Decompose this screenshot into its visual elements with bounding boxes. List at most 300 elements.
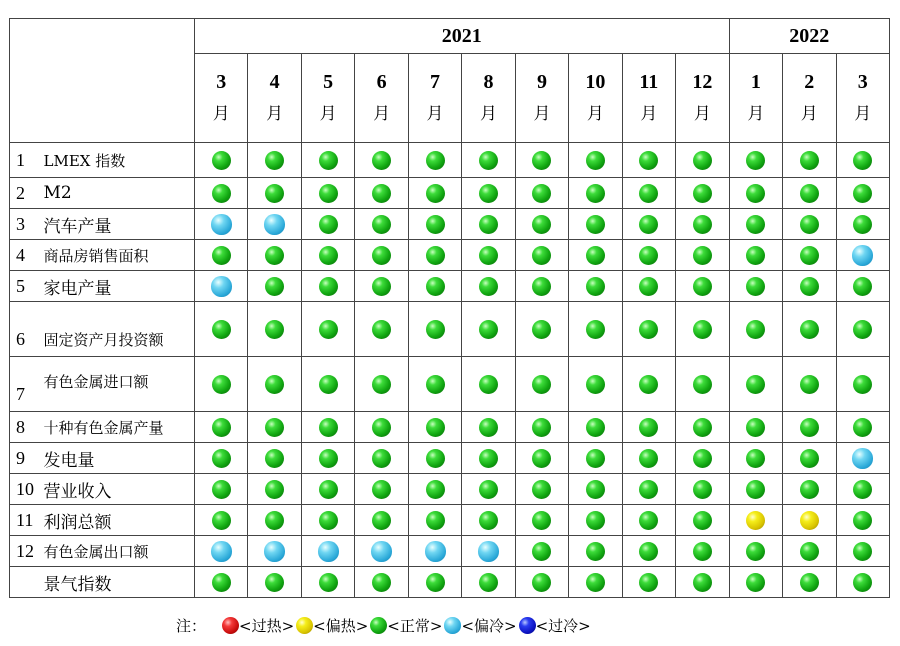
status-green-ball bbox=[479, 449, 498, 468]
status-cell bbox=[676, 357, 730, 412]
status-green-ball bbox=[586, 480, 605, 499]
indicator-row bbox=[10, 536, 890, 567]
month-unit: 月 bbox=[266, 104, 284, 124]
month-unit: 月 bbox=[800, 104, 818, 124]
month-unit: 月 bbox=[586, 104, 604, 124]
status-green-ball bbox=[479, 480, 498, 499]
legend bbox=[176, 613, 593, 637]
status-green-ball bbox=[319, 418, 338, 437]
status-green-ball bbox=[693, 215, 712, 234]
status-green-ball bbox=[586, 184, 605, 203]
status-cell bbox=[301, 271, 354, 302]
status-cell bbox=[836, 357, 889, 412]
status-cell bbox=[195, 474, 248, 505]
status-cell bbox=[676, 178, 730, 209]
status-cell bbox=[622, 302, 675, 357]
month-unit: 月 bbox=[212, 104, 230, 124]
status-cell bbox=[783, 357, 836, 412]
status-green-ball bbox=[319, 573, 338, 592]
status-green-ball bbox=[212, 246, 231, 265]
indicator-row bbox=[10, 271, 890, 302]
month-unit: 月 bbox=[426, 104, 444, 124]
status-green-ball bbox=[372, 511, 391, 530]
year-header-2021: 2021 bbox=[195, 19, 730, 54]
status-cell bbox=[408, 443, 461, 474]
row-index: 9 bbox=[10, 443, 42, 474]
status-cell bbox=[569, 567, 622, 598]
status-cell bbox=[569, 505, 622, 536]
status-cell bbox=[622, 474, 675, 505]
status-green-ball bbox=[212, 184, 231, 203]
status-cell bbox=[408, 271, 461, 302]
status-green-ball bbox=[586, 320, 605, 339]
status-green-ball bbox=[319, 320, 338, 339]
status-green-ball bbox=[319, 215, 338, 234]
status-green-ball bbox=[746, 184, 765, 203]
legend-label: <过冷> bbox=[535, 616, 591, 635]
status-cell bbox=[248, 209, 301, 240]
status-lightblue-ball bbox=[318, 541, 339, 562]
status-cell bbox=[195, 357, 248, 412]
status-green-ball bbox=[639, 151, 658, 170]
indicator-name: 有色金属出口额 bbox=[42, 536, 195, 567]
status-cell bbox=[301, 240, 354, 271]
month-header bbox=[783, 54, 836, 143]
status-cell bbox=[355, 271, 408, 302]
status-cell bbox=[729, 505, 782, 536]
status-cell bbox=[676, 412, 730, 443]
status-cell bbox=[515, 209, 568, 240]
month-unit: 月 bbox=[479, 104, 497, 124]
status-green-ball bbox=[319, 375, 338, 394]
status-green-ball bbox=[586, 449, 605, 468]
month-header bbox=[195, 54, 248, 143]
status-green-ball bbox=[532, 320, 551, 339]
status-green-ball bbox=[319, 184, 338, 203]
status-green-ball bbox=[212, 511, 231, 530]
status-green-ball bbox=[265, 449, 284, 468]
status-green-ball bbox=[639, 215, 658, 234]
status-green-ball bbox=[532, 375, 551, 394]
status-cell bbox=[462, 412, 515, 443]
row-index: 5 bbox=[10, 271, 42, 302]
status-green-ball bbox=[372, 277, 391, 296]
status-cell bbox=[783, 474, 836, 505]
status-cell bbox=[515, 178, 568, 209]
status-green-ball bbox=[265, 320, 284, 339]
status-cell bbox=[195, 505, 248, 536]
status-green-ball bbox=[853, 418, 872, 437]
status-lightblue-ball bbox=[425, 541, 446, 562]
status-green-ball bbox=[265, 277, 284, 296]
year-header-row bbox=[10, 19, 890, 54]
status-cell bbox=[248, 178, 301, 209]
status-cell bbox=[836, 505, 889, 536]
status-cell bbox=[676, 209, 730, 240]
status-green-ball bbox=[800, 151, 819, 170]
row-index bbox=[10, 567, 42, 598]
status-lightblue-ball bbox=[211, 541, 232, 562]
status-cell bbox=[301, 474, 354, 505]
status-cell bbox=[622, 412, 675, 443]
status-cell bbox=[836, 443, 889, 474]
status-cell bbox=[462, 178, 515, 209]
status-cell bbox=[836, 143, 889, 178]
status-cell bbox=[836, 474, 889, 505]
indicator-name: 固定资产月投资额 bbox=[42, 302, 195, 357]
legend-yellow-ball bbox=[296, 617, 313, 634]
status-cell bbox=[355, 240, 408, 271]
status-green-ball bbox=[372, 449, 391, 468]
status-green-ball bbox=[746, 418, 765, 437]
status-green-ball bbox=[479, 246, 498, 265]
status-cell bbox=[622, 178, 675, 209]
status-green-ball bbox=[212, 418, 231, 437]
row-index: 12 bbox=[10, 536, 42, 567]
status-green-ball bbox=[639, 418, 658, 437]
status-cell bbox=[301, 209, 354, 240]
month-number: 11 bbox=[639, 71, 659, 93]
month-header bbox=[569, 54, 622, 143]
month-number: 3 bbox=[857, 71, 868, 93]
status-cell bbox=[408, 209, 461, 240]
status-cell bbox=[408, 143, 461, 178]
status-green-ball bbox=[639, 320, 658, 339]
status-cell bbox=[783, 209, 836, 240]
status-cell bbox=[515, 143, 568, 178]
status-green-ball bbox=[319, 480, 338, 499]
status-green-ball bbox=[426, 320, 445, 339]
status-cell bbox=[783, 143, 836, 178]
status-green-ball bbox=[693, 184, 712, 203]
month-unit: 月 bbox=[854, 104, 872, 124]
status-cell bbox=[462, 271, 515, 302]
status-cell bbox=[248, 412, 301, 443]
status-cell bbox=[729, 536, 782, 567]
status-cell bbox=[355, 302, 408, 357]
status-cell bbox=[195, 443, 248, 474]
status-green-ball bbox=[853, 573, 872, 592]
status-green-ball bbox=[746, 151, 765, 170]
status-green-ball bbox=[853, 151, 872, 170]
status-cell bbox=[622, 143, 675, 178]
status-cell bbox=[515, 567, 568, 598]
status-cell bbox=[836, 302, 889, 357]
status-cell bbox=[729, 474, 782, 505]
status-green-ball bbox=[479, 215, 498, 234]
status-cell bbox=[515, 302, 568, 357]
status-cell bbox=[676, 143, 730, 178]
status-green-ball bbox=[479, 511, 498, 530]
status-green-ball bbox=[586, 573, 605, 592]
status-cell bbox=[248, 474, 301, 505]
status-lightblue-ball bbox=[371, 541, 392, 562]
status-cell bbox=[355, 412, 408, 443]
status-green-ball bbox=[532, 151, 551, 170]
status-cell bbox=[195, 178, 248, 209]
status-cell bbox=[783, 412, 836, 443]
month-number: 10 bbox=[585, 71, 606, 93]
status-lightblue-ball bbox=[211, 276, 232, 297]
indicator-row bbox=[10, 209, 890, 240]
status-cell bbox=[836, 536, 889, 567]
row-index: 11 bbox=[10, 505, 42, 536]
status-green-ball bbox=[426, 418, 445, 437]
status-green-ball bbox=[586, 246, 605, 265]
status-green-ball bbox=[372, 246, 391, 265]
row-index: 2 bbox=[10, 178, 42, 209]
row-index: 1 bbox=[10, 143, 42, 178]
indicator-row bbox=[10, 443, 890, 474]
status-green-ball bbox=[746, 375, 765, 394]
status-cell bbox=[783, 271, 836, 302]
status-green-ball bbox=[319, 449, 338, 468]
status-cell bbox=[195, 271, 248, 302]
status-green-ball bbox=[532, 184, 551, 203]
status-green-ball bbox=[693, 573, 712, 592]
status-cell bbox=[462, 474, 515, 505]
status-green-ball bbox=[479, 277, 498, 296]
status-green-ball bbox=[372, 480, 391, 499]
indicator-name: 利润总额 bbox=[42, 505, 195, 536]
status-green-ball bbox=[693, 320, 712, 339]
month-number: 1 bbox=[750, 71, 761, 93]
status-cell bbox=[569, 143, 622, 178]
status-green-ball bbox=[479, 320, 498, 339]
month-unit: 月 bbox=[693, 104, 711, 124]
status-cell bbox=[569, 302, 622, 357]
status-green-ball bbox=[853, 542, 872, 561]
month-unit: 月 bbox=[640, 104, 658, 124]
status-green-ball bbox=[265, 511, 284, 530]
status-green-ball bbox=[265, 184, 284, 203]
status-cell bbox=[462, 143, 515, 178]
status-cell bbox=[462, 357, 515, 412]
status-green-ball bbox=[800, 375, 819, 394]
status-cell bbox=[622, 357, 675, 412]
status-green-ball bbox=[532, 449, 551, 468]
status-cell bbox=[248, 536, 301, 567]
indicator-row bbox=[10, 567, 890, 598]
month-number: 8 bbox=[483, 71, 494, 93]
status-green-ball bbox=[532, 511, 551, 530]
month-number: 3 bbox=[216, 71, 227, 93]
status-green-ball bbox=[586, 151, 605, 170]
status-green-ball bbox=[800, 418, 819, 437]
status-cell bbox=[622, 209, 675, 240]
status-cell bbox=[676, 567, 730, 598]
indicator-row bbox=[10, 178, 890, 209]
status-green-ball bbox=[639, 375, 658, 394]
status-green-ball bbox=[372, 320, 391, 339]
status-green-ball bbox=[265, 375, 284, 394]
status-green-ball bbox=[479, 418, 498, 437]
status-cell bbox=[515, 536, 568, 567]
legend-label: <偏热> bbox=[313, 616, 369, 635]
status-green-ball bbox=[532, 542, 551, 561]
status-cell bbox=[515, 443, 568, 474]
legend-label: <正常> bbox=[387, 616, 443, 635]
indicator-name: 发电量 bbox=[42, 443, 195, 474]
status-cell bbox=[355, 443, 408, 474]
status-green-ball bbox=[693, 375, 712, 394]
status-green-ball bbox=[586, 375, 605, 394]
status-green-ball bbox=[586, 511, 605, 530]
status-cell bbox=[569, 536, 622, 567]
status-green-ball bbox=[372, 573, 391, 592]
legend-note: 注： bbox=[176, 616, 207, 635]
status-lightblue-ball bbox=[478, 541, 499, 562]
status-cell bbox=[676, 271, 730, 302]
status-cell bbox=[622, 443, 675, 474]
status-cell bbox=[248, 143, 301, 178]
indicator-name: 营业收入 bbox=[42, 474, 195, 505]
status-cell bbox=[729, 178, 782, 209]
status-green-ball bbox=[212, 449, 231, 468]
indicator-name: 商品房销售面积 bbox=[42, 240, 195, 271]
status-cell bbox=[301, 357, 354, 412]
status-cell bbox=[301, 178, 354, 209]
status-green-ball bbox=[853, 511, 872, 530]
status-green-ball bbox=[746, 246, 765, 265]
year-header-2022: 2022 bbox=[729, 19, 889, 54]
status-cell bbox=[248, 505, 301, 536]
status-cell bbox=[195, 143, 248, 178]
status-green-ball bbox=[212, 480, 231, 499]
status-green-ball bbox=[800, 246, 819, 265]
status-green-ball bbox=[853, 184, 872, 203]
status-cell bbox=[729, 302, 782, 357]
status-cell bbox=[408, 240, 461, 271]
status-cell bbox=[195, 240, 248, 271]
status-green-ball bbox=[212, 151, 231, 170]
row-index: 8 bbox=[10, 412, 42, 443]
status-green-ball bbox=[426, 246, 445, 265]
status-cell bbox=[836, 240, 889, 271]
status-green-ball bbox=[746, 542, 765, 561]
status-lightblue-ball bbox=[852, 245, 873, 266]
status-cell bbox=[515, 271, 568, 302]
status-cell bbox=[676, 505, 730, 536]
status-cell bbox=[515, 357, 568, 412]
status-cell bbox=[783, 536, 836, 567]
status-green-ball bbox=[532, 246, 551, 265]
status-green-ball bbox=[853, 277, 872, 296]
status-cell bbox=[676, 443, 730, 474]
indicator-name: 有色金属进口额 bbox=[42, 357, 195, 412]
status-green-ball bbox=[426, 511, 445, 530]
status-cell bbox=[301, 536, 354, 567]
status-cell bbox=[729, 443, 782, 474]
status-green-ball bbox=[693, 511, 712, 530]
status-green-ball bbox=[265, 480, 284, 499]
status-green-ball bbox=[639, 480, 658, 499]
status-cell bbox=[301, 567, 354, 598]
status-green-ball bbox=[426, 573, 445, 592]
month-number: 2 bbox=[804, 71, 815, 93]
status-cell bbox=[195, 209, 248, 240]
status-green-ball bbox=[372, 375, 391, 394]
status-green-ball bbox=[746, 573, 765, 592]
status-green-ball bbox=[800, 573, 819, 592]
status-cell bbox=[729, 209, 782, 240]
status-cell bbox=[355, 567, 408, 598]
indicator-name: 汽车产量 bbox=[42, 209, 195, 240]
status-cell bbox=[676, 240, 730, 271]
status-cell bbox=[569, 412, 622, 443]
status-cell bbox=[515, 412, 568, 443]
status-green-ball bbox=[265, 151, 284, 170]
status-green-ball bbox=[746, 320, 765, 339]
status-cell bbox=[408, 357, 461, 412]
indicator-name: 景气指数 bbox=[42, 567, 195, 598]
row-index: 10 bbox=[10, 474, 42, 505]
month-number: 6 bbox=[376, 71, 387, 93]
status-cell bbox=[408, 412, 461, 443]
status-cell bbox=[836, 567, 889, 598]
status-cell bbox=[729, 412, 782, 443]
month-unit: 月 bbox=[319, 104, 337, 124]
status-green-ball bbox=[479, 375, 498, 394]
status-cell bbox=[462, 302, 515, 357]
indicator-row bbox=[10, 505, 890, 536]
status-cell bbox=[676, 302, 730, 357]
status-cell bbox=[783, 240, 836, 271]
indicator-row bbox=[10, 302, 890, 357]
indicator-row bbox=[10, 143, 890, 178]
status-green-ball bbox=[426, 215, 445, 234]
status-green-ball bbox=[693, 449, 712, 468]
status-cell bbox=[676, 474, 730, 505]
status-cell bbox=[515, 474, 568, 505]
month-unit: 月 bbox=[533, 104, 551, 124]
status-cell bbox=[355, 209, 408, 240]
row-index: 7 bbox=[10, 357, 42, 412]
month-header bbox=[248, 54, 301, 143]
status-yellow-ball bbox=[800, 511, 819, 530]
status-cell bbox=[569, 271, 622, 302]
status-green-ball bbox=[532, 480, 551, 499]
status-cell bbox=[195, 412, 248, 443]
month-header bbox=[729, 54, 782, 143]
status-green-ball bbox=[639, 573, 658, 592]
month-number: 5 bbox=[323, 71, 334, 93]
status-cell bbox=[729, 240, 782, 271]
status-lightblue-ball bbox=[211, 214, 232, 235]
status-cell bbox=[301, 505, 354, 536]
status-cell bbox=[729, 567, 782, 598]
status-green-ball bbox=[746, 449, 765, 468]
status-lightblue-ball bbox=[264, 541, 285, 562]
status-green-ball bbox=[319, 277, 338, 296]
status-cell bbox=[462, 240, 515, 271]
status-cell bbox=[569, 209, 622, 240]
status-green-ball bbox=[746, 277, 765, 296]
status-green-ball bbox=[639, 246, 658, 265]
status-cell bbox=[462, 536, 515, 567]
status-green-ball bbox=[426, 184, 445, 203]
status-cell bbox=[729, 357, 782, 412]
status-green-ball bbox=[265, 573, 284, 592]
status-green-ball bbox=[693, 246, 712, 265]
status-cell bbox=[195, 302, 248, 357]
corner-cell bbox=[10, 19, 195, 143]
status-cell bbox=[248, 357, 301, 412]
status-green-ball bbox=[746, 480, 765, 499]
status-cell bbox=[836, 271, 889, 302]
month-header bbox=[515, 54, 568, 143]
month-header bbox=[836, 54, 889, 143]
